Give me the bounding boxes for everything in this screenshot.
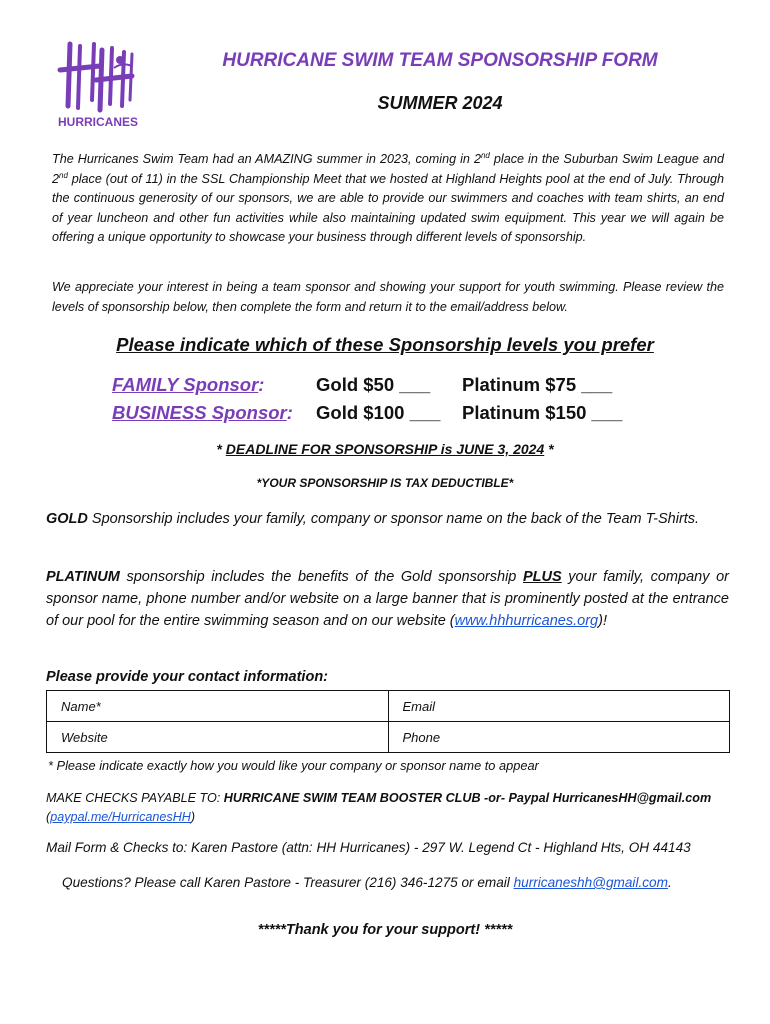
tax-deductible-notice: *YOUR SPONSORSHIP IS TAX DEDUCTIBLE* — [256, 476, 514, 490]
email-field[interactable]: Email — [388, 691, 730, 722]
form-title: HURRICANE SWIM TEAM SPONSORSHIP FORM — [222, 50, 658, 71]
name-note: * Please indicate exactly how you would like your company or sponsor name to appear — [48, 758, 539, 773]
intro-paragraph-2: We appreciate your interest in being a team sponsor and showing your support for youth swimming. Please review the levels of sponsorship below, then complete the form and return it to the email/address below. — [52, 280, 724, 314]
logo-text: HURRICANES — [57, 115, 139, 129]
paypal-link[interactable]: paypal.me/HurricanesHH — [50, 810, 191, 824]
website-link[interactable]: www.hhhurricanes.org — [454, 613, 599, 629]
intro-paragraph-1: The Hurricanes Swim Team had an AMAZING summer in 2023, coming in 2nd place in the Suburban Swim League and 2nd place (out of 11) in the SSL Championship Meet that we hosted at Highland Heights pool at the end of July. Through the continuous generosity of our sponsors, we are able to provide our swimmers and coaches with team shirts, an end of year luncheon and other fun activities while also maintaining updated swim equipment. This year we will again be offering a unique opportunity to showcase your business through different levels of sponsorship. — [52, 150, 724, 244]
contact-heading: Please provide your contact information: — [46, 669, 328, 685]
mail-address: Mail Form & Checks to: Karen Pastore (attn: HH Hurricanes) - 297 W. Legend Ct - Highland Hts, OH 44143 — [46, 840, 691, 855]
thank-you: *****Thank you for your support! ***** — [257, 922, 513, 938]
gold-benefits: GOLD Sponsorship includes your family, company or sponsor name on the back of the Team T-Shirts. — [46, 511, 700, 527]
questions-contact: Questions? Please call Karen Pastore - Treasurer (216) 346-1275 or email hurricaneshh@gmail.com. — [62, 875, 672, 890]
email-link[interactable]: hurricaneshh@gmail.com — [513, 875, 668, 890]
business-sponsor-label: BUSINESS Sponsor: — [112, 402, 293, 423]
business-platinum-option[interactable]: Platinum $150 ___ — [462, 402, 623, 423]
platinum-benefits: PLATINUM sponsorship includes the benefits of the Gold sponsorship PLUS your family, company or sponsor name, phone number and/or website on a large banner that is prominently posted at the entrance of our pool for the entire swimming season and on our website (www.hhhurricanes.org)! — [46, 569, 729, 629]
family-platinum-option[interactable]: Platinum $75 ___ — [462, 374, 613, 395]
business-gold-option[interactable]: Gold $100 ___ — [316, 402, 441, 423]
checks-payable: MAKE CHECKS PAYABLE TO: HURRICANE SWIM TEAM BOOSTER CLUB -or- Paypal HurricanesHH@gmail.com (paypal.me/HurricanesHH) — [46, 791, 712, 824]
contact-table — [46, 690, 730, 753]
form-subtitle: SUMMER 2024 — [377, 93, 503, 113]
website-field[interactable]: Website — [47, 722, 389, 753]
deadline-notice: * DEADLINE FOR SPONSORSHIP is JUNE 3, 2024 * — [216, 441, 554, 457]
family-sponsor-label: FAMILY Sponsor: — [112, 374, 265, 395]
name-field[interactable]: Name* — [47, 691, 389, 722]
family-gold-option[interactable]: Gold $50 ___ — [316, 374, 431, 395]
phone-field[interactable]: Phone — [388, 722, 730, 753]
levels-heading: Please indicate which of these Sponsorship levels you prefer — [116, 334, 654, 355]
